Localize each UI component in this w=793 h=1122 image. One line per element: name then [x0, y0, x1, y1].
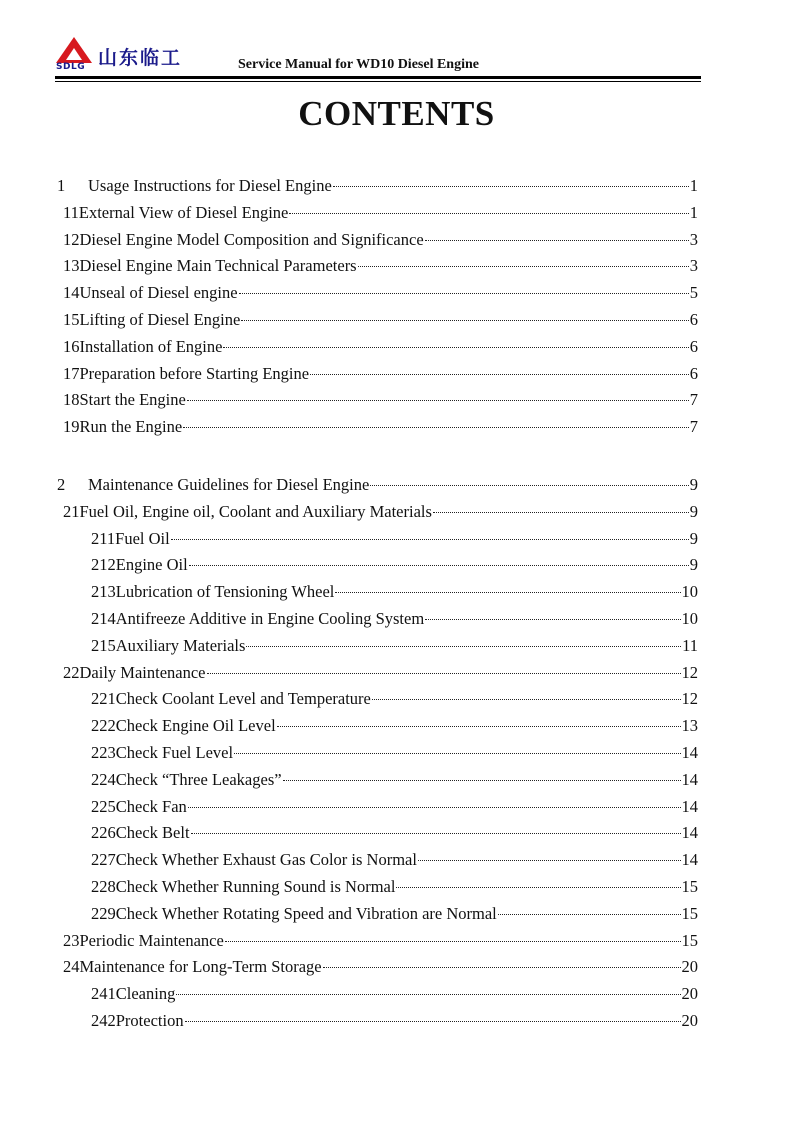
- toc-entry-page: 1: [689, 202, 698, 222]
- toc-entry-number: 24: [63, 957, 80, 977]
- toc-entry-title: Start the Engine: [79, 390, 186, 410]
- page-header: [55, 36, 701, 82]
- toc-entry[interactable]: [55, 821, 698, 845]
- toc-dot-leader: [241, 320, 688, 321]
- toc-dot-leader: [433, 512, 689, 513]
- toc-dot-leader: [310, 374, 689, 375]
- toc-entry-number: 226: [91, 823, 116, 843]
- toc-entry-number: 222: [91, 716, 116, 736]
- toc-dot-leader: [425, 240, 689, 241]
- toc-entry[interactable]: [55, 281, 698, 305]
- toc-entry-number: 11: [63, 202, 79, 222]
- toc-entry-number: 213: [91, 582, 116, 602]
- toc-entry-title: Fuel Oil: [115, 528, 170, 548]
- toc-entry-title: Check Engine Oil Level: [115, 716, 276, 736]
- toc-entry-number: 12: [63, 229, 80, 249]
- toc-entry-title: Check “Three Leakages”: [115, 769, 282, 789]
- toc-entry[interactable]: [55, 795, 698, 819]
- toc-entry-number: 14: [63, 283, 80, 303]
- toc-entry-number: 227: [91, 850, 116, 870]
- toc-entry-number: 228: [91, 877, 116, 896]
- toc-entry[interactable]: [55, 500, 698, 524]
- toc-entry-page: 13: [681, 716, 698, 736]
- toc-entry-number: 17: [63, 363, 80, 383]
- toc-dot-leader: [498, 914, 681, 915]
- toc-entry[interactable]: [55, 848, 698, 872]
- toc-entry-page: 11: [682, 635, 698, 655]
- toc-dot-leader: [246, 646, 681, 647]
- toc-dot-leader: [283, 780, 681, 781]
- toc-entry[interactable]: [55, 768, 698, 792]
- toc-entry[interactable]: [55, 335, 698, 359]
- toc-entry-number: 241: [91, 984, 116, 1004]
- toc-dot-leader: [188, 807, 681, 808]
- toc-entry-number: 15: [63, 310, 80, 329]
- toc-dot-leader: [234, 753, 680, 754]
- manual-title: Service Manual for WD10 Diesel Engine: [238, 57, 479, 72]
- toc-entry[interactable]: [55, 902, 698, 926]
- toc-entry-number: 16: [63, 336, 80, 356]
- toc-dot-leader: [323, 967, 681, 968]
- toc-entry-title: Check Whether Running Sound is Normal: [115, 877, 396, 896]
- toc-entry-page: 20: [681, 957, 698, 977]
- toc-dot-leader: [370, 485, 688, 486]
- toc-entry-page: 7: [689, 417, 698, 437]
- toc-entry[interactable]: [55, 714, 698, 738]
- toc-entry-title: Antifreeze Additive in Engine Cooling System: [115, 609, 425, 628]
- toc-entry-title: Auxiliary Materials: [115, 635, 246, 655]
- toc-dot-leader: [176, 994, 680, 995]
- toc-entry-number: 13: [63, 256, 80, 276]
- toc-entry[interactable]: [55, 415, 698, 439]
- toc-dot-leader: [335, 592, 680, 593]
- toc-entry-page: 9: [689, 501, 698, 521]
- toc-entry-title: Check Whether Exhaust Gas Color is Normal: [115, 850, 417, 870]
- toc-entry-number: 215: [91, 635, 116, 655]
- toc-entry[interactable]: [55, 580, 698, 604]
- toc-entry-title: Installation of Engine: [79, 336, 223, 356]
- company-logo: [55, 36, 200, 76]
- toc-entry-page: 20: [681, 1011, 698, 1030]
- toc-entry-title: Check Whether Rotating Speed and Vibration are Normal: [115, 903, 497, 923]
- toc-dot-leader: [425, 619, 680, 620]
- toc-dot-leader: [207, 673, 681, 674]
- toc-entry-title: Lifting of Diesel Engine: [79, 310, 241, 329]
- toc-entry[interactable]: [55, 362, 698, 386]
- toc-entry-page: 15: [681, 903, 698, 923]
- toc-entry-number: 224: [91, 769, 116, 789]
- toc-entry-number: 18: [63, 390, 80, 410]
- toc-entry-number: 2: [57, 475, 66, 494]
- toc-entry-title: External View of Diesel Engine: [78, 202, 289, 222]
- toc-entry-number: 211: [91, 528, 116, 548]
- toc-entry[interactable]: [55, 875, 698, 899]
- toc-entry-title: Daily Maintenance: [79, 662, 206, 682]
- toc-entry-page: 14: [681, 743, 698, 762]
- toc-dot-leader: [239, 293, 689, 294]
- toc-entry-title: Check Fan: [115, 796, 187, 816]
- toc-entry-page: 15: [681, 930, 698, 950]
- toc-entry-title: Cleaning: [115, 984, 176, 1004]
- toc-entry[interactable]: [55, 174, 698, 198]
- toc-entry[interactable]: [55, 955, 698, 979]
- toc-entry[interactable]: [55, 1009, 698, 1033]
- toc-dot-leader: [418, 860, 681, 861]
- toc-entry-title: Engine Oil: [115, 555, 188, 575]
- toc-entry-page: 9: [689, 555, 698, 575]
- toc-entry-page: 10: [681, 582, 698, 602]
- toc-entry-page: 1: [689, 176, 698, 195]
- toc-entry-page: 12: [681, 689, 698, 709]
- toc-entry-number: 242: [91, 1011, 116, 1030]
- toc-entry-page: 14: [681, 850, 698, 870]
- toc-entry-number: 23: [63, 930, 80, 950]
- toc-entry-title: Unseal of Diesel engine: [79, 283, 238, 303]
- toc-entry[interactable]: [55, 473, 698, 497]
- toc-entry-number: 225: [91, 796, 116, 816]
- toc-entry-page: 9: [689, 528, 698, 548]
- toc-entry[interactable]: [55, 527, 698, 551]
- toc-dot-leader: [191, 833, 681, 834]
- header-rule-thick: [55, 76, 701, 79]
- toc-entry-title: Diesel Engine Main Technical Parameters: [79, 256, 357, 276]
- toc-dot-leader: [225, 941, 681, 942]
- toc-entry[interactable]: [55, 982, 698, 1006]
- toc-entry[interactable]: [55, 388, 698, 412]
- toc-entry-number: 221: [91, 689, 116, 709]
- toc-dot-leader: [372, 699, 681, 700]
- toc-entry-title: Protection: [115, 1011, 184, 1030]
- toc-entry[interactable]: [55, 553, 698, 577]
- toc-entry-title: Periodic Maintenance: [79, 930, 224, 950]
- toc-entry-number: 212: [91, 555, 116, 575]
- toc-dot-leader: [187, 400, 689, 401]
- toc-entry-page: 14: [681, 796, 698, 816]
- toc-entry-page: 15: [681, 877, 698, 896]
- toc-entry-title: Diesel Engine Model Composition and Significance: [79, 229, 424, 249]
- toc-entry[interactable]: [55, 634, 698, 658]
- toc-entry-page: 12: [681, 662, 698, 682]
- toc-entry[interactable]: [55, 607, 698, 631]
- toc-entry-page: 5: [689, 283, 698, 303]
- toc-entry[interactable]: [55, 201, 698, 225]
- page-title: CONTENTS: [298, 94, 495, 133]
- toc-entry-page: 3: [689, 229, 698, 249]
- toc-dot-leader: [171, 539, 689, 540]
- toc-entry-title: Check Coolant Level and Temperature: [115, 689, 371, 709]
- logo-text-sdlg: SDLG: [56, 62, 86, 72]
- toc-dot-leader: [358, 266, 689, 267]
- toc-entry-number: 21: [63, 501, 80, 521]
- toc-entry-title: Run the Engine: [79, 417, 183, 437]
- toc-entry-title: Preparation before Starting Engine: [79, 363, 310, 383]
- toc-entry-number: 214: [91, 609, 116, 628]
- toc-entry[interactable]: [55, 929, 698, 953]
- toc-entry-page: 3: [689, 256, 698, 276]
- toc-entry-number: 223: [91, 743, 116, 762]
- toc-entry[interactable]: [55, 687, 698, 711]
- toc-entry-page: 6: [689, 336, 698, 356]
- toc-entry-page: 6: [689, 310, 698, 329]
- toc-dot-leader: [185, 1021, 681, 1022]
- toc-dot-leader: [396, 887, 680, 888]
- toc-dot-leader: [183, 427, 689, 428]
- toc-entry-page: 20: [681, 984, 698, 1004]
- toc-entry-number: 22: [63, 662, 80, 682]
- toc-entry-page: 9: [689, 475, 698, 494]
- toc-dot-leader: [289, 213, 688, 214]
- toc-entry-title: Maintenance Guidelines for Diesel Engine: [88, 475, 370, 494]
- logo-text-chinese: 山东临工: [98, 47, 183, 69]
- toc-entry-page: 10: [681, 609, 698, 628]
- header-rule-thin: [55, 81, 701, 82]
- toc-entry-title: Fuel Oil, Engine oil, Coolant and Auxiliary Materials: [79, 501, 432, 521]
- toc-dot-leader: [223, 347, 688, 348]
- toc-entry[interactable]: [55, 661, 698, 685]
- toc-dot-leader: [277, 726, 681, 727]
- toc-entry-title: Lubrication of Tensioning Wheel: [115, 582, 335, 602]
- toc-entry-page: 7: [689, 390, 698, 410]
- toc-entry-title: Check Belt: [115, 823, 190, 843]
- toc-entry-page: 14: [681, 769, 698, 789]
- toc-dot-leader: [333, 186, 689, 187]
- toc-entry-page: 6: [689, 363, 698, 383]
- toc-dot-leader: [189, 565, 689, 566]
- toc-entry-title: Check Fuel Level: [115, 743, 234, 762]
- toc-entry-page: 14: [681, 823, 698, 843]
- toc-entry-number: 19: [63, 417, 80, 437]
- toc-entry-title: Maintenance for Long-Term Storage: [79, 957, 322, 977]
- toc-entry[interactable]: [55, 308, 698, 332]
- toc-entry[interactable]: [55, 228, 698, 252]
- toc-entry-number: 1: [57, 176, 66, 195]
- toc-entry[interactable]: [55, 254, 698, 278]
- toc-entry-number: 229: [91, 903, 116, 923]
- toc-entry-title: Usage Instructions for Diesel Engine: [88, 176, 332, 195]
- toc-entry[interactable]: [55, 741, 698, 765]
